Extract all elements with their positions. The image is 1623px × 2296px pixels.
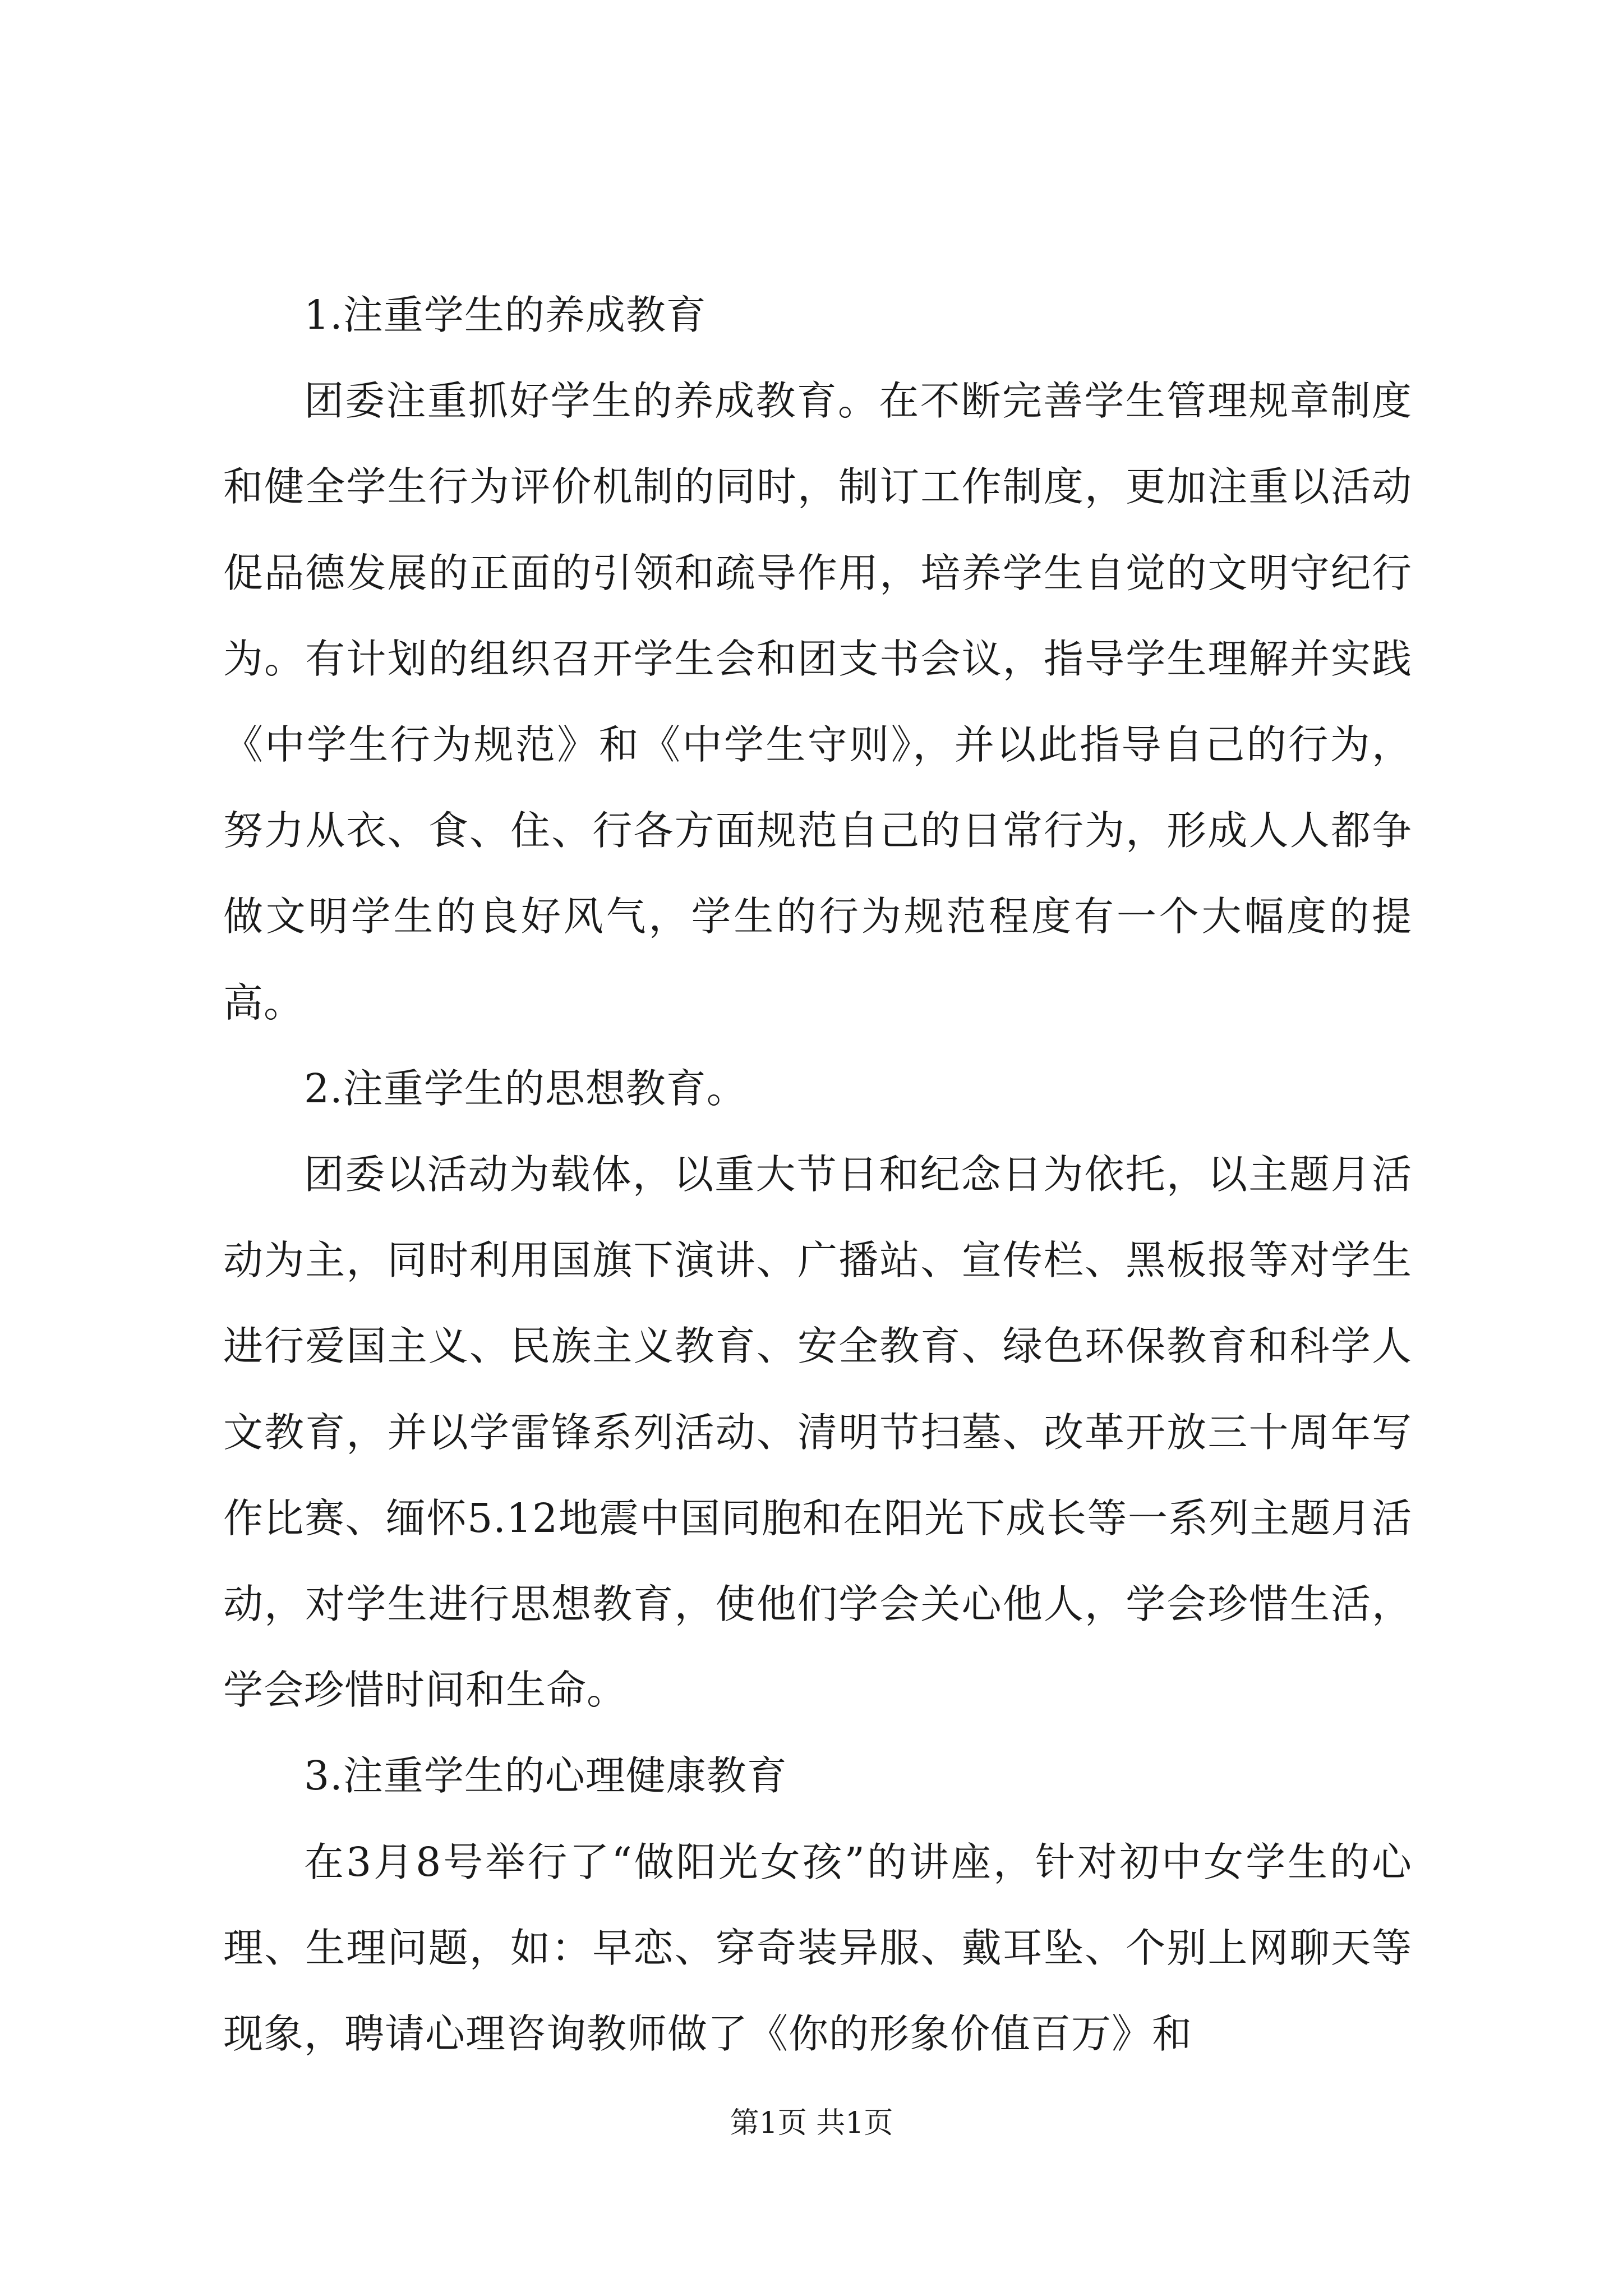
section-1-paragraph: 团委注重抓好学生的养成教育。在不断完善学生管理规章制度和健全学生行为评价机制的同时，制订工作制度，更加注重以活动促品德发展的正面的引领和疏导作用，培养学生自觉的文明守纪行为。有计划的组织召开学生会和团支书会议，指导学生理解并实践《中学生行为规范》和《中学生守则》，并以此指导自己的行为，努力从衣、食、住、行各方面规范自己的日常行为，形成人人都争做文明学生的良好风气，学生的行为规范程度有一个大幅度的提高。 bbox=[223, 378, 1412, 1026]
page-footer: 第1页 共1页 bbox=[730, 2106, 893, 2140]
section-3-paragraph: 在3月8号举行了“做阳光女孩”的讲座，针对初中女学生的心理、生理问题，如：早恋、穿奇装异服、戴耳坠、个别上网聊天等现象，聘请心理咨询教师做了《你的形象价值百万》和 bbox=[223, 1838, 1412, 2058]
section-3-heading: 3.注重学生的心理健康教育 bbox=[304, 1752, 787, 1800]
section-2-heading: 2.注重学生的思想教育。 bbox=[304, 1065, 747, 1112]
section-2-paragraph: 团委以活动为载体，以重大节日和纪念日为依托，以主题月活动为主，同时利用国旗下演讲、广播站、宣传栏、黑板报等对学生进行爱国主义、民族主义教育、安全教育、绿色环保教育和科学人文教育，并以学雷锋系列活动、清明节扫墓、改革开放三十周年写作比赛、缅怀5.12地震中国同胞和在阳光下成长等一系列主题月活动，对学生进行思想教育，使他们学会关心他人，学会珍惜生活，学会珍惜时间和生命。 bbox=[223, 1151, 1412, 1714]
section-1-heading: 1.注重学生的养成教育 bbox=[304, 292, 707, 338]
document-body bbox=[223, 272, 1412, 2077]
